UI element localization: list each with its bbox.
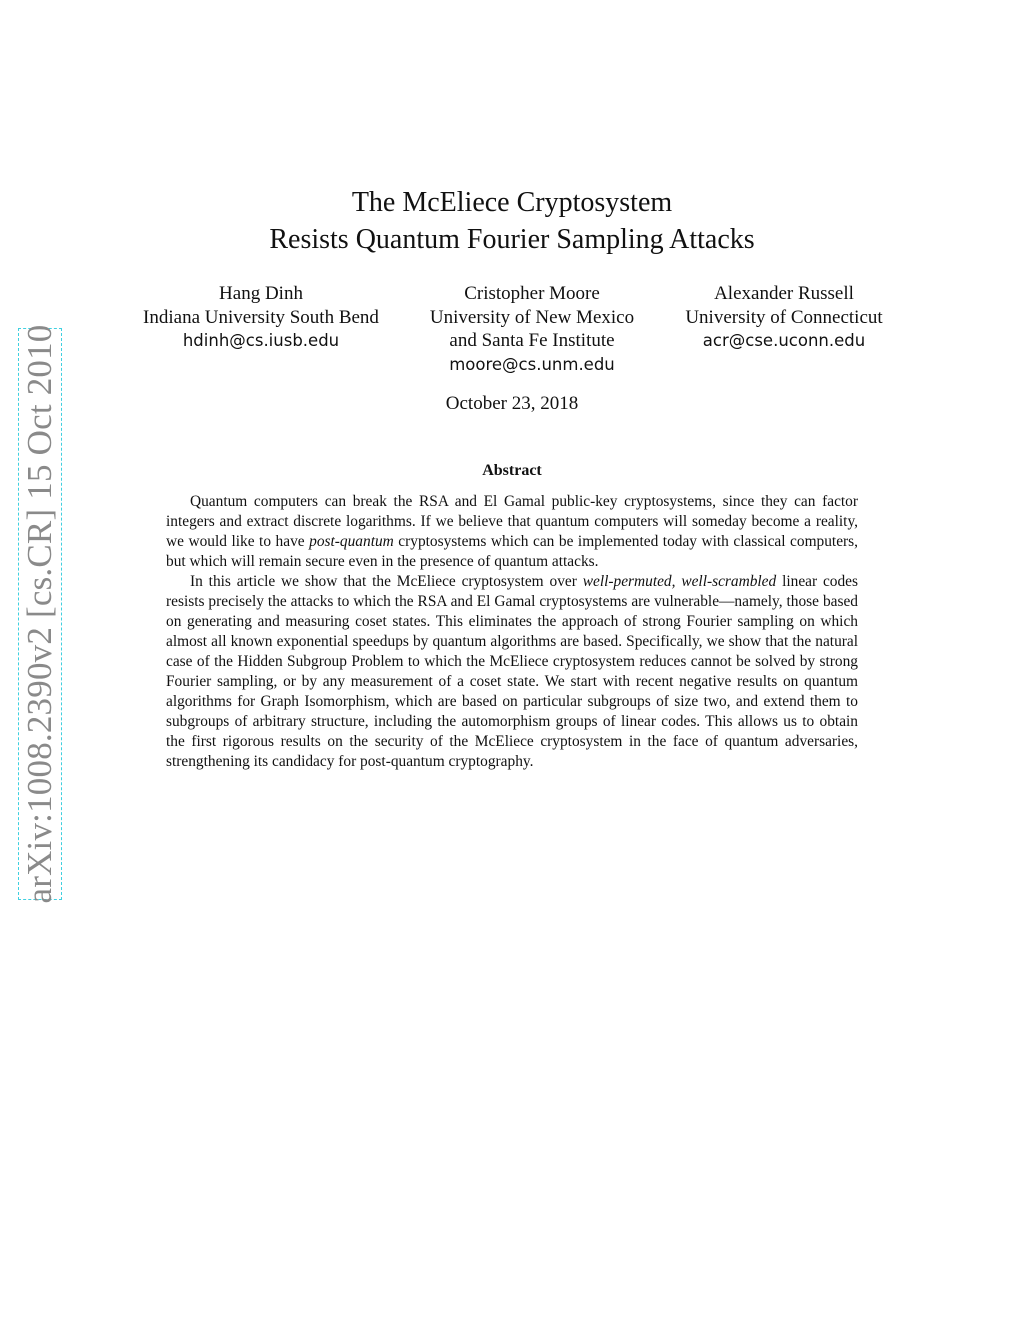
abstract-paragraph-1 xyxy=(166,492,858,572)
abstract-text: Quantum computers can break the RSA and El Gamal public-key cryptosystems, since they can factor integers and extract discrete logarithms. If we believe that quantum computers will someday become a reality, we would like to have xyxy=(166,493,858,550)
abstract-emphasis: well-permuted, well-scrambled xyxy=(582,573,777,590)
author-name: Alexander Russell xyxy=(714,283,854,304)
author-affiliation-2: and Santa Fe Institute xyxy=(449,330,615,351)
author-moore xyxy=(420,282,644,376)
author-email: hdinh@cs.iusb.edu xyxy=(182,331,340,350)
paper-title xyxy=(0,184,1024,258)
author-email: moore@cs.unm.edu xyxy=(449,354,615,374)
abstract-text: cryptosystems which can be implemented today with classical computers, but which will remain secure even in the presence of quantum attacks. xyxy=(166,533,858,570)
author-dinh xyxy=(130,282,392,353)
paper-date: October 23, 2018 xyxy=(445,393,579,414)
author-affiliation: Indiana University South Bend xyxy=(143,306,379,328)
author-block xyxy=(0,282,1024,382)
title-line-1: The McEliece Cryptosystem xyxy=(351,187,673,218)
author-russell xyxy=(675,282,893,353)
abstract-text: In this article we show that the McEliece cryptosystem over xyxy=(190,573,583,590)
author-name: Hang Dinh xyxy=(219,283,303,304)
abstract-paragraph-2 xyxy=(166,572,858,772)
abstract-heading: Abstract xyxy=(482,462,542,479)
author-email: acr@cse.uconn.edu xyxy=(702,331,866,350)
author-name: Cristopher Moore xyxy=(464,283,600,304)
author-affiliation: University of New Mexico xyxy=(429,306,635,328)
author-affiliation: University of Connecticut xyxy=(685,306,883,328)
abstract-emphasis: post-quantum xyxy=(309,533,394,550)
title-line-2: Resists Quantum Fourier Sampling Attacks xyxy=(269,224,755,255)
abstract-body xyxy=(166,492,858,772)
arxiv-identifier: arXiv:1008.2390v2 [cs.CR] 15 Oct 2010 xyxy=(20,324,59,904)
abstract-text: linear codes resists precisely the attacks to which the RSA and El Gamal cryptosystems are vulnerable—namely, those based on generating and measuring coset states. This eliminates the approach of strong Fourier sampling on which almost all known exponential speedups by quantum algorithms are based. Specifically, we show that the natural case of the Hidden Subgroup Problem to which the McEliece cryptosystem reduces cannot be solved by strong Fourier sampling, or by any measurement of a coset state. We start with recent negative results on quantum algorithms for Graph Isomorphism, which are based on particular subgroups of size two, and extend them to subgroups of arbitrary structure, including the automorphism groups of linear codes. This allows us to obtain the first rigorous results on the security of the McEliece cryptosystem in the face of quantum adversaries, strengthening its candidacy for post-quantum cryptography. xyxy=(166,573,858,770)
